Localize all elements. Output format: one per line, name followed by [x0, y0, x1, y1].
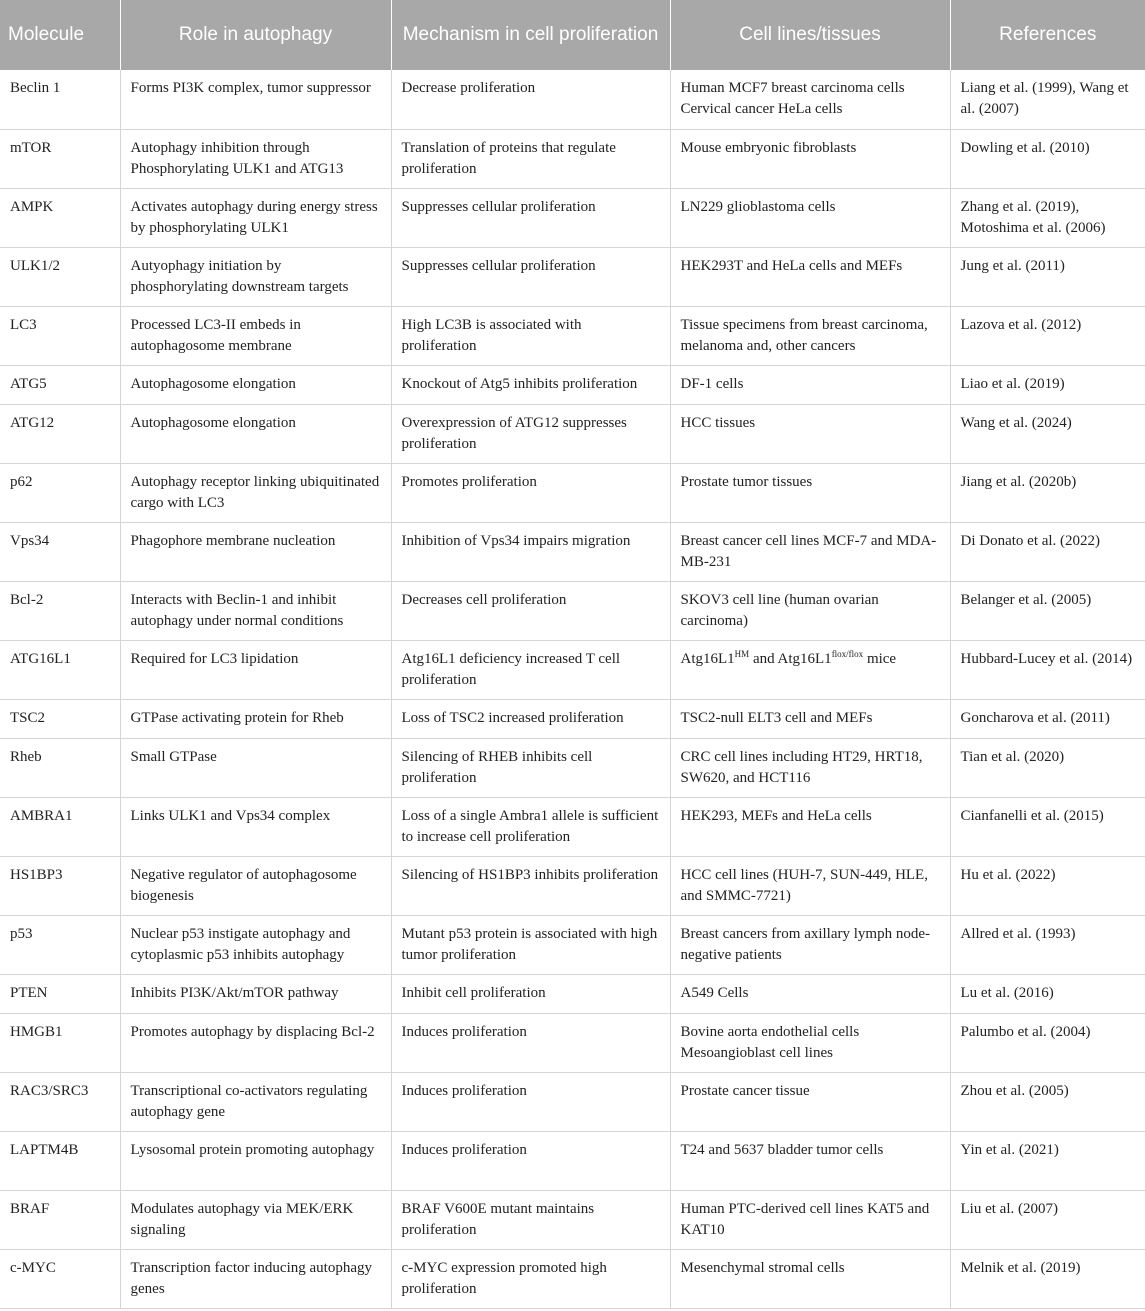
cell-reference: Di Donato et al. (2022)	[950, 522, 1145, 581]
cell-role: Interacts with Beclin-1 and inhibit autophagy under normal conditions	[120, 581, 391, 640]
cell-role: Links ULK1 and Vps34 complex	[120, 797, 391, 856]
cell-role: Autophagosome elongation	[120, 404, 391, 463]
cell-reference: Liao et al. (2019)	[950, 365, 1145, 404]
cell-molecule: RAC3/SRC3	[0, 1072, 120, 1131]
cell-mechanism: Induces proliferation	[391, 1131, 670, 1190]
cell-role: Autophagosome elongation	[120, 365, 391, 404]
cell-reference: Liang et al. (1999), Wang et al. (2007)	[950, 70, 1145, 129]
cell-role: Negative regulator of autophagosome biogenesis	[120, 856, 391, 915]
cell-mechanism: Knockout of Atg5 inhibits proliferation	[391, 365, 670, 404]
table-row	[0, 1013, 1145, 1072]
cell-molecule: HS1BP3	[0, 856, 120, 915]
cell-reference: Palumbo et al. (2004)	[950, 1013, 1145, 1072]
table-row	[0, 856, 1145, 915]
table-row	[0, 188, 1145, 247]
cell-mechanism: Atg16L1 deficiency increased T cell proliferation	[391, 640, 670, 699]
cell-reference: Jiang et al. (2020b)	[950, 463, 1145, 522]
header-row	[0, 0, 1145, 70]
cell-reference: Jung et al. (2011)	[950, 247, 1145, 306]
cell-mechanism: Inhibit cell proliferation	[391, 974, 670, 1013]
cell-mechanism: Decrease proliferation	[391, 70, 670, 129]
cell-reference: Zhou et al. (2005)	[950, 1072, 1145, 1131]
cell-reference: Melnik et al. (2019)	[950, 1249, 1145, 1308]
cell-molecule: ATG5	[0, 365, 120, 404]
table-row	[0, 1190, 1145, 1249]
cell-mechanism: Translation of proteins that regulate proliferation	[391, 129, 670, 188]
table-row	[0, 463, 1145, 522]
cell-reference: Allred et al. (1993)	[950, 915, 1145, 974]
cell-molecule: Vps34	[0, 522, 120, 581]
cell-mechanism: Inhibition of Vps34 impairs migration	[391, 522, 670, 581]
cell-cell-lines: Human PTC-derived cell lines KAT5 and KAT10	[670, 1190, 950, 1249]
table-row	[0, 797, 1145, 856]
cell-molecule: TSC2	[0, 699, 120, 738]
cell-cell-lines: Mesenchymal stromal cells	[670, 1249, 950, 1308]
cell-role: Lysosomal protein promoting autophagy	[120, 1131, 391, 1190]
cell-molecule: ATG16L1	[0, 640, 120, 699]
cell-role: Small GTPase	[120, 738, 391, 797]
cells-sup-b: flox/flox	[831, 648, 864, 659]
table-row	[0, 404, 1145, 463]
table-row	[0, 640, 1145, 699]
cell-role: Autophagy inhibition through Phosphorylating ULK1 and ATG13	[120, 129, 391, 188]
cells-part-mid: and Atg16L1	[749, 650, 832, 667]
cell-role: Required for LC3 lipidation	[120, 640, 391, 699]
cell-molecule: BRAF	[0, 1190, 120, 1249]
table-row	[0, 1249, 1145, 1308]
cell-mechanism: Overexpression of ATG12 suppresses proliferation	[391, 404, 670, 463]
cell-molecule: Rheb	[0, 738, 120, 797]
cell-cell-lines: Prostate tumor tissues	[670, 463, 950, 522]
cell-cell-lines: SKOV3 cell line (human ovarian carcinoma)	[670, 581, 950, 640]
cell-molecule: ATG12	[0, 404, 120, 463]
cell-role: Transcriptional co-activators regulating autophagy gene	[120, 1072, 391, 1131]
table-row	[0, 581, 1145, 640]
cell-reference: Yin et al. (2021)	[950, 1131, 1145, 1190]
cell-mechanism: Induces proliferation	[391, 1013, 670, 1072]
cell-cell-lines: A549 Cells	[670, 974, 950, 1013]
cell-cell-lines: HEK293T and HeLa cells and MEFs	[670, 247, 950, 306]
cell-reference: Hubbard-Lucey et al. (2014)	[950, 640, 1145, 699]
cell-role: Nuclear p53 instigate autophagy and cytoplasmic p53 inhibits autophagy	[120, 915, 391, 974]
cell-reference: Dowling et al. (2010)	[950, 129, 1145, 188]
cell-cell-lines: Breast cancer cell lines MCF-7 and MDA-MB-231	[670, 522, 950, 581]
cell-mechanism: Suppresses cellular proliferation	[391, 188, 670, 247]
cell-cell-lines: Bovine aorta endothelial cells Mesoangioblast cell lines	[670, 1013, 950, 1072]
cell-reference: Goncharova et al. (2011)	[950, 699, 1145, 738]
table-row	[0, 306, 1145, 365]
cell-role: Transcription factor inducing autophagy genes	[120, 1249, 391, 1308]
cell-mechanism: Induces proliferation	[391, 1072, 670, 1131]
cell-molecule: AMPK	[0, 188, 120, 247]
cell-reference: Lazova et al. (2012)	[950, 306, 1145, 365]
table-row	[0, 1131, 1145, 1190]
cell-role: Promotes autophagy by displacing Bcl-2	[120, 1013, 391, 1072]
cell-mechanism: High LC3B is associated with proliferation	[391, 306, 670, 365]
header-references: References	[950, 0, 1145, 70]
cell-role: Activates autophagy during energy stress by phosphorylating ULK1	[120, 188, 391, 247]
cell-molecule: Beclin 1	[0, 70, 120, 129]
cell-mechanism: c-MYC expression promoted high proliferation	[391, 1249, 670, 1308]
cell-molecule: PTEN	[0, 974, 120, 1013]
header-mechanism: Mechanism in cell proliferation	[391, 0, 670, 70]
cell-role: Forms PI3K complex, tumor suppressor	[120, 70, 391, 129]
header-molecule: Molecule	[0, 0, 120, 70]
table-row	[0, 129, 1145, 188]
cell-role: GTPase activating protein for Rheb	[120, 699, 391, 738]
table-row	[0, 915, 1145, 974]
cell-molecule: ULK1/2	[0, 247, 120, 306]
cell-cell-lines: HCC tissues	[670, 404, 950, 463]
cell-cell-lines: HEK293, MEFs and HeLa cells	[670, 797, 950, 856]
cell-cell-lines: Human MCF7 breast carcinoma cells Cervical cancer HeLa cells	[670, 70, 950, 129]
cell-mechanism: Decreases cell proliferation	[391, 581, 670, 640]
table-body	[0, 70, 1145, 1308]
cell-reference: Tian et al. (2020)	[950, 738, 1145, 797]
cell-molecule: LC3	[0, 306, 120, 365]
cells-sup-a: HM	[734, 648, 750, 659]
table-row	[0, 247, 1145, 306]
cell-role: Autyophagy initiation by phosphorylating downstream targets	[120, 247, 391, 306]
cell-cell-lines: Tissue specimens from breast carcinoma, melanoma and, other cancers	[670, 306, 950, 365]
cell-molecule: p53	[0, 915, 120, 974]
table-row	[0, 70, 1145, 129]
cell-reference: Cianfanelli et al. (2015)	[950, 797, 1145, 856]
cell-cell-lines: HCC cell lines (HUH-7, SUN-449, HLE, and SMMC-7721)	[670, 856, 950, 915]
cell-molecule: mTOR	[0, 129, 120, 188]
cell-cell-lines: TSC2-null ELT3 cell and MEFs	[670, 699, 950, 738]
cell-cell-lines: Breast cancers from axillary lymph node-negative patients	[670, 915, 950, 974]
cell-reference: Hu et al. (2022)	[950, 856, 1145, 915]
cell-cell-lines: T24 and 5637 bladder tumor cells	[670, 1131, 950, 1190]
cell-reference: Wang et al. (2024)	[950, 404, 1145, 463]
cell-molecule: Bcl-2	[0, 581, 120, 640]
header-cell-lines: Cell lines/tissues	[670, 0, 950, 70]
table-row	[0, 738, 1145, 797]
cell-reference: Liu et al. (2007)	[950, 1190, 1145, 1249]
cell-role: Modulates autophagy via MEK/ERK signaling	[120, 1190, 391, 1249]
cell-molecule: p62	[0, 463, 120, 522]
cell-cell-lines	[670, 640, 950, 699]
cell-mechanism: Loss of a single Ambra1 allele is sufficient to increase cell proliferation	[391, 797, 670, 856]
cell-molecule: HMGB1	[0, 1013, 120, 1072]
cell-molecule: LAPTM4B	[0, 1131, 120, 1190]
cell-cell-lines: DF-1 cells	[670, 365, 950, 404]
cells-part-a: Atg16L1	[680, 650, 735, 667]
cell-cell-lines: CRC cell lines including HT29, HRT18, SW620, and HCT116	[670, 738, 950, 797]
table-row	[0, 522, 1145, 581]
cells-part-end: mice	[863, 650, 897, 667]
cell-mechanism: Loss of TSC2 increased proliferation	[391, 699, 670, 738]
cell-mechanism: Promotes proliferation	[391, 463, 670, 522]
table-row	[0, 699, 1145, 738]
cell-mechanism: BRAF V600E mutant maintains proliferation	[391, 1190, 670, 1249]
header-role: Role in autophagy	[120, 0, 391, 70]
table-row	[0, 365, 1145, 404]
cell-role: Processed LC3-II embeds in autophagosome membrane	[120, 306, 391, 365]
cell-role: Phagophore membrane nucleation	[120, 522, 391, 581]
cell-mechanism: Suppresses cellular proliferation	[391, 247, 670, 306]
cell-reference: Belanger et al. (2005)	[950, 581, 1145, 640]
table-header	[0, 0, 1145, 70]
cell-cell-lines: Mouse embryonic fibroblasts	[670, 129, 950, 188]
cell-reference: Zhang et al. (2019), Motoshima et al. (2006)	[950, 188, 1145, 247]
cell-mechanism: Silencing of HS1BP3 inhibits proliferation	[391, 856, 670, 915]
cell-molecule: AMBRA1	[0, 797, 120, 856]
cell-role: Autophagy receptor linking ubiquitinated cargo with LC3	[120, 463, 391, 522]
cell-role: Inhibits PI3K/Akt/mTOR pathway	[120, 974, 391, 1013]
cell-cell-lines: Prostate cancer tissue	[670, 1072, 950, 1131]
cell-mechanism: Silencing of RHEB inhibits cell proliferation	[391, 738, 670, 797]
cell-reference: Lu et al. (2016)	[950, 974, 1145, 1013]
cell-mechanism: Mutant p53 protein is associated with high tumor proliferation	[391, 915, 670, 974]
table-row	[0, 1072, 1145, 1131]
table-row	[0, 974, 1145, 1013]
cell-molecule: c-MYC	[0, 1249, 120, 1308]
cell-cell-lines: LN229 glioblastoma cells	[670, 188, 950, 247]
